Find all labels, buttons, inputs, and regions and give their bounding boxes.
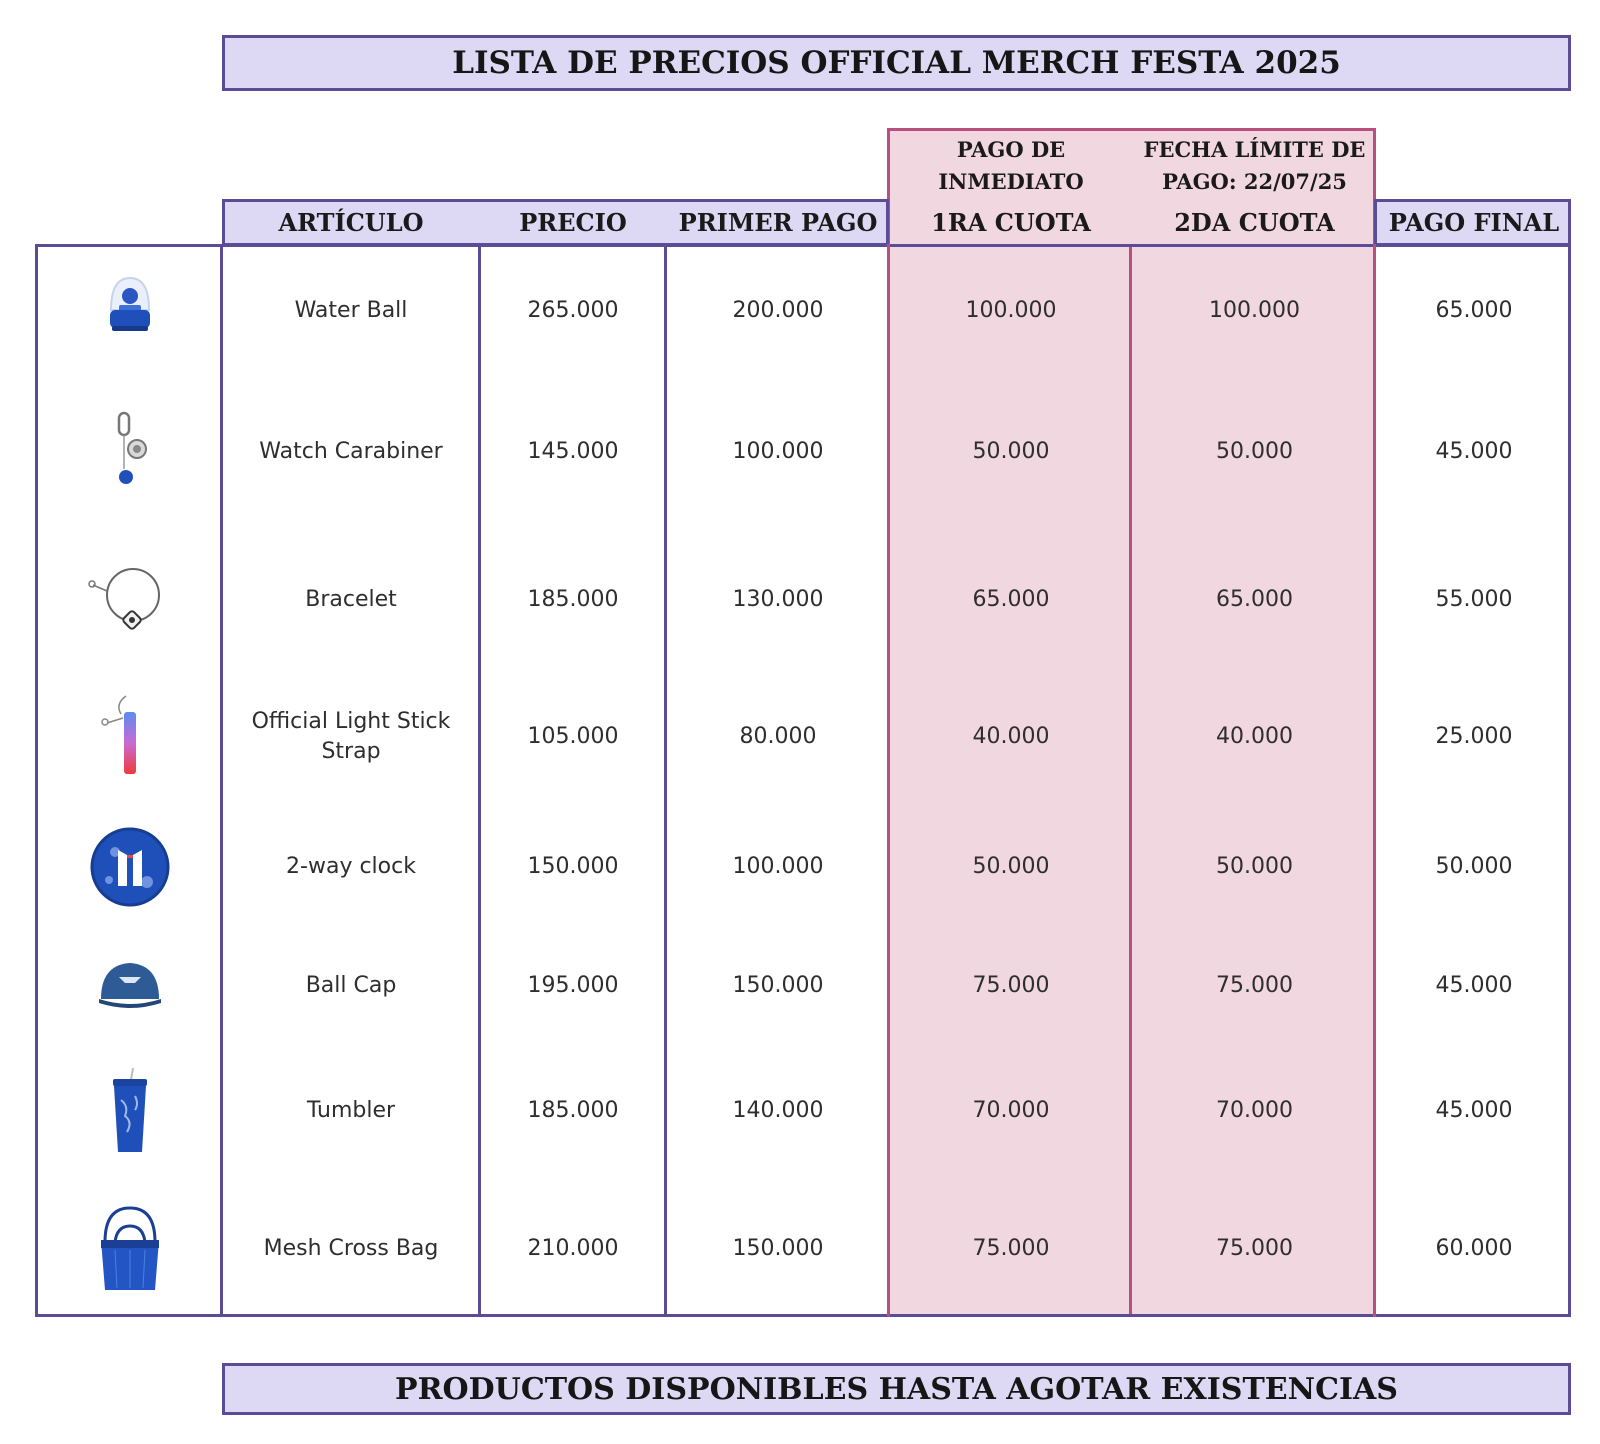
header-cuota2-note-line2: PAGO: 22/07/25 bbox=[1162, 169, 1347, 194]
item-cuota1: 40.000 bbox=[972, 724, 1050, 749]
header-primer-pago: PRIMER PAGO bbox=[678, 208, 878, 237]
watch-carabiner-icon bbox=[85, 407, 175, 497]
page-title: LISTA DE PRECIOS OFFICIAL MERCH FESTA 2025 bbox=[222, 35, 1571, 91]
column-divider bbox=[664, 244, 667, 1317]
item-cuota2: 75.000 bbox=[1216, 1236, 1293, 1261]
item-cuota2: 70.000 bbox=[1216, 1098, 1293, 1123]
item-pago-final: 65.000 bbox=[1435, 298, 1513, 323]
mesh-cross-bag-icon bbox=[85, 1204, 175, 1294]
bracelet-icon bbox=[85, 555, 175, 645]
item-primer-pago: 150.000 bbox=[732, 973, 824, 998]
item-precio: 185.000 bbox=[527, 587, 619, 612]
water-ball-icon bbox=[85, 266, 175, 356]
header-cuota1-note-line1: PAGO DE bbox=[956, 137, 1066, 162]
item-cuota2: 100.000 bbox=[1209, 298, 1300, 323]
item-name: Ball Cap bbox=[305, 973, 397, 998]
header-cuota2: 2DA CUOTA bbox=[1174, 208, 1335, 237]
item-pago-final: 45.000 bbox=[1435, 439, 1513, 464]
header-cuota1-note bbox=[890, 132, 1132, 200]
tumbler-icon bbox=[85, 1066, 175, 1156]
item-pago-final: 45.000 bbox=[1435, 973, 1513, 998]
price-table bbox=[35, 244, 1571, 1317]
item-primer-pago: 140.000 bbox=[732, 1098, 824, 1123]
header-precio: PRECIO bbox=[519, 208, 627, 237]
header-cuota1-note-line2: INMEDIATO bbox=[938, 169, 1084, 194]
item-primer-pago: 80.000 bbox=[739, 724, 817, 749]
clock-icon bbox=[85, 822, 175, 912]
item-precio: 150.000 bbox=[527, 854, 619, 879]
item-cuota1: 50.000 bbox=[972, 854, 1050, 879]
item-cuota2: 50.000 bbox=[1216, 854, 1293, 879]
item-precio: 105.000 bbox=[527, 724, 619, 749]
item-pago-final: 60.000 bbox=[1435, 1236, 1513, 1261]
item-primer-pago: 150.000 bbox=[732, 1236, 824, 1261]
item-precio: 145.000 bbox=[527, 439, 619, 464]
item-name: 2-way clock bbox=[286, 854, 416, 879]
item-precio: 265.000 bbox=[527, 298, 619, 323]
item-cuota1: 100.000 bbox=[965, 298, 1057, 323]
item-cuota2: 65.000 bbox=[1216, 587, 1293, 612]
item-pago-final: 50.000 bbox=[1435, 854, 1513, 879]
column-divider bbox=[220, 244, 223, 1317]
header-cuota1: 1RA CUOTA bbox=[931, 208, 1091, 237]
item-pago-final: 45.000 bbox=[1435, 1098, 1513, 1123]
column-divider bbox=[1373, 244, 1376, 1317]
item-name: Official Light Stick Strap bbox=[251, 709, 451, 764]
item-name: Tumbler bbox=[306, 1098, 396, 1123]
ball-cap-icon bbox=[85, 941, 175, 1031]
column-divider bbox=[478, 244, 481, 1317]
item-cuota1: 75.000 bbox=[972, 1236, 1050, 1261]
header-cuota2-note bbox=[1132, 132, 1377, 200]
item-name: Watch Carabiner bbox=[259, 439, 443, 464]
item-cuota1: 65.000 bbox=[972, 587, 1050, 612]
item-name: Bracelet bbox=[305, 587, 397, 612]
item-precio: 210.000 bbox=[527, 1236, 619, 1261]
item-cuota1: 50.000 bbox=[972, 439, 1050, 464]
item-name: Mesh Cross Bag bbox=[263, 1236, 439, 1261]
availability-notice: PRODUCTOS DISPONIBLES HASTA AGOTAR EXISTENCIAS bbox=[222, 1363, 1571, 1415]
header-pago-final: PAGO FINAL bbox=[1388, 208, 1560, 237]
item-primer-pago: 200.000 bbox=[732, 298, 824, 323]
item-pago-final: 55.000 bbox=[1435, 587, 1513, 612]
item-cuota2: 75.000 bbox=[1216, 973, 1293, 998]
item-cuota1: 75.000 bbox=[972, 973, 1050, 998]
item-primer-pago: 100.000 bbox=[732, 854, 824, 879]
light-stick-strap-icon bbox=[85, 692, 175, 782]
item-cuota1: 70.000 bbox=[972, 1098, 1050, 1123]
item-pago-final: 25.000 bbox=[1435, 724, 1513, 749]
item-name: Water Ball bbox=[294, 298, 408, 323]
item-primer-pago: 100.000 bbox=[732, 439, 824, 464]
header-articulo: ARTÍCULO bbox=[278, 208, 424, 237]
header-cuota2-note-line1: FECHA LÍMITE DE bbox=[1143, 137, 1366, 162]
item-cuota2: 40.000 bbox=[1216, 724, 1293, 749]
item-precio: 195.000 bbox=[527, 973, 619, 998]
item-cuota2: 50.000 bbox=[1216, 439, 1293, 464]
item-primer-pago: 130.000 bbox=[732, 587, 824, 612]
column-divider bbox=[887, 244, 890, 1317]
item-precio: 185.000 bbox=[527, 1098, 619, 1123]
